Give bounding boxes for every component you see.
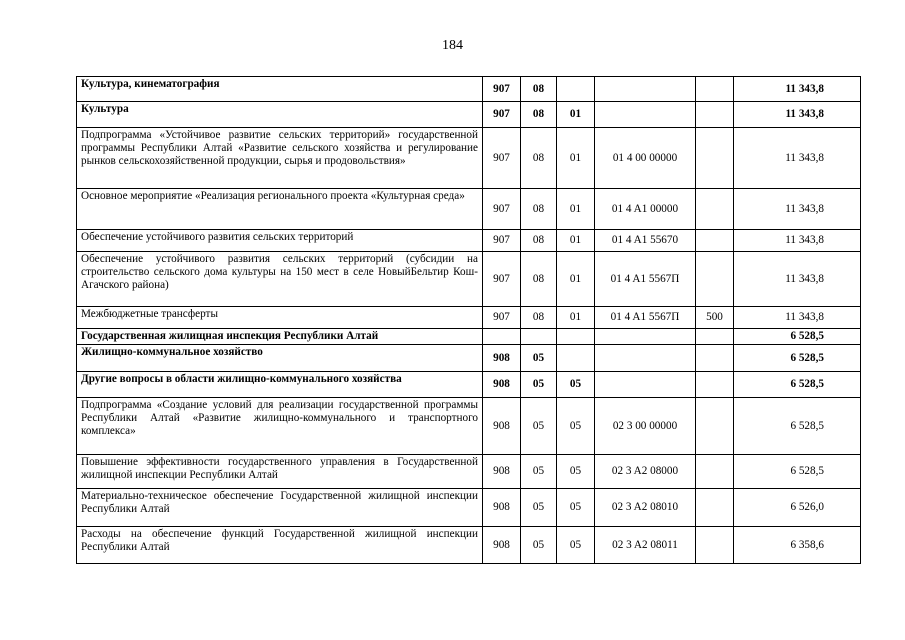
cell-vedomstvo: 908 — [483, 527, 521, 564]
table-row — [77, 230, 861, 252]
cell-name: Повышение эффективности государственного управления в Государственной жилищной инспекции Республики Алтай — [77, 455, 483, 489]
cell-name: Обеспечение устойчивого развития сельских территорий (субсидии на строительство сельского дома культуры на 150 мест в селе НовыйБельтир Кош-Агачского района) — [77, 252, 483, 307]
cell-target-article: 01 4 A1 5567П — [595, 252, 696, 307]
cell-expense-type — [696, 489, 734, 527]
table-row — [77, 307, 861, 329]
cell-podrazdel — [557, 77, 595, 102]
cell-target-article: 01 4 A1 00000 — [595, 189, 696, 230]
cell-vedomstvo: 907 — [483, 307, 521, 329]
cell-vedomstvo: 907 — [483, 230, 521, 252]
cell-amount: 11 343,8 — [734, 307, 861, 329]
cell-expense-type — [696, 345, 734, 372]
cell-podrazdel: 01 — [557, 128, 595, 189]
cell-target-article: 02 3 A2 08011 — [595, 527, 696, 564]
cell-name: Материально-техническое обеспечение Государственной жилищной инспекции Республики Алтай — [77, 489, 483, 527]
cell-podrazdel: 01 — [557, 189, 595, 230]
cell-name: Жилищно-коммунальное хозяйство — [77, 345, 483, 372]
cell-razdel: 08 — [521, 230, 557, 252]
cell-amount: 11 343,8 — [734, 189, 861, 230]
cell-target-article: 02 3 00 00000 — [595, 398, 696, 455]
cell-name: Культура — [77, 102, 483, 128]
cell-name: Расходы на обеспечение функций Государственной жилищной инспекции Республики Алтай — [77, 527, 483, 564]
cell-expense-type — [696, 77, 734, 102]
cell-razdel: 08 — [521, 102, 557, 128]
cell-target-article — [595, 102, 696, 128]
page-number: 184 — [442, 38, 463, 53]
cell-name: Подпрограмма «Устойчивое развитие сельских территорий» государственной программы Республики Алтай «Развитие сельского хозяйства и регулирование рынков сельскохозяйственной продукции, сырья и продовольствия» — [77, 128, 483, 189]
cell-amount: 11 343,8 — [734, 102, 861, 128]
cell-target-article: 01 4 A1 5567П — [595, 307, 696, 329]
cell-target-article — [595, 345, 696, 372]
cell-amount: 6 528,5 — [734, 372, 861, 398]
cell-razdel: 08 — [521, 307, 557, 329]
cell-razdel — [521, 329, 557, 345]
cell-target-article: 01 4 00 00000 — [595, 128, 696, 189]
cell-amount: 11 343,8 — [734, 230, 861, 252]
cell-podrazdel: 01 — [557, 102, 595, 128]
cell-vedomstvo: 907 — [483, 77, 521, 102]
cell-name: Обеспечение устойчивого развития сельских территорий — [77, 230, 483, 252]
cell-podrazdel: 05 — [557, 527, 595, 564]
cell-name: Основное мероприятие «Реализация регионального проекта «Культурная среда» — [77, 189, 483, 230]
cell-target-article: 01 4 A1 55670 — [595, 230, 696, 252]
cell-razdel: 05 — [521, 527, 557, 564]
cell-amount: 6 528,5 — [734, 398, 861, 455]
budget-table — [76, 76, 861, 564]
cell-podrazdel: 01 — [557, 307, 595, 329]
cell-target-article — [595, 329, 696, 345]
table-row — [77, 128, 861, 189]
cell-podrazdel — [557, 345, 595, 372]
cell-vedomstvo: 908 — [483, 372, 521, 398]
table-row — [77, 189, 861, 230]
table-row — [77, 455, 861, 489]
cell-vedomstvo: 908 — [483, 489, 521, 527]
table-row — [77, 527, 861, 564]
cell-amount: 6 526,0 — [734, 489, 861, 527]
cell-name: Государственная жилищная инспекция Республики Алтай — [77, 329, 483, 345]
cell-vedomstvo: 907 — [483, 128, 521, 189]
cell-vedomstvo: 908 — [483, 455, 521, 489]
table-row — [77, 102, 861, 128]
cell-vedomstvo: 907 — [483, 252, 521, 307]
cell-name: Другие вопросы в области жилищно-коммунального хозяйства — [77, 372, 483, 398]
cell-vedomstvo: 908 — [483, 398, 521, 455]
table-row — [77, 77, 861, 102]
cell-podrazdel: 01 — [557, 252, 595, 307]
cell-amount: 11 343,8 — [734, 77, 861, 102]
cell-razdel: 08 — [521, 252, 557, 307]
cell-podrazdel: 01 — [557, 230, 595, 252]
cell-expense-type — [696, 102, 734, 128]
cell-name: Культура, кинематография — [77, 77, 483, 102]
cell-razdel: 05 — [521, 372, 557, 398]
cell-razdel: 08 — [521, 189, 557, 230]
cell-amount: 11 343,8 — [734, 252, 861, 307]
cell-razdel: 05 — [521, 455, 557, 489]
cell-razdel: 05 — [521, 345, 557, 372]
cell-name: Межбюджетные трансферты — [77, 307, 483, 329]
cell-razdel: 08 — [521, 128, 557, 189]
table-body — [77, 77, 861, 564]
cell-expense-type — [696, 455, 734, 489]
cell-razdel: 05 — [521, 398, 557, 455]
cell-expense-type — [696, 398, 734, 455]
cell-podrazdel — [557, 329, 595, 345]
table-row — [77, 345, 861, 372]
cell-amount: 6 528,5 — [734, 345, 861, 372]
cell-expense-type — [696, 189, 734, 230]
cell-target-article — [595, 372, 696, 398]
cell-podrazdel: 05 — [557, 398, 595, 455]
cell-target-article: 02 3 A2 08000 — [595, 455, 696, 489]
cell-razdel: 05 — [521, 489, 557, 527]
cell-expense-type — [696, 527, 734, 564]
cell-name: Подпрограмма «Создание условий для реализации государственной программы Республики Алтай «Развитие жилищно-коммунального и транспортного комплекса» — [77, 398, 483, 455]
cell-vedomstvo: 907 — [483, 102, 521, 128]
cell-target-article — [595, 77, 696, 102]
table-row — [77, 329, 861, 345]
cell-razdel: 08 — [521, 77, 557, 102]
table-row — [77, 252, 861, 307]
table-row — [77, 372, 861, 398]
table-row — [77, 398, 861, 455]
cell-expense-type: 500 — [696, 307, 734, 329]
cell-vedomstvo: 907 — [483, 189, 521, 230]
cell-expense-type — [696, 372, 734, 398]
cell-amount: 11 343,8 — [734, 128, 861, 189]
cell-target-article: 02 3 A2 08010 — [595, 489, 696, 527]
cell-amount: 6 528,5 — [734, 455, 861, 489]
cell-podrazdel: 05 — [557, 455, 595, 489]
cell-podrazdel: 05 — [557, 372, 595, 398]
cell-vedomstvo: 908 — [483, 345, 521, 372]
cell-expense-type — [696, 252, 734, 307]
cell-amount: 6 358,6 — [734, 527, 861, 564]
table-row — [77, 489, 861, 527]
cell-amount: 6 528,5 — [734, 329, 861, 345]
cell-expense-type — [696, 329, 734, 345]
cell-expense-type — [696, 230, 734, 252]
cell-vedomstvo — [483, 329, 521, 345]
cell-expense-type — [696, 128, 734, 189]
cell-podrazdel: 05 — [557, 489, 595, 527]
